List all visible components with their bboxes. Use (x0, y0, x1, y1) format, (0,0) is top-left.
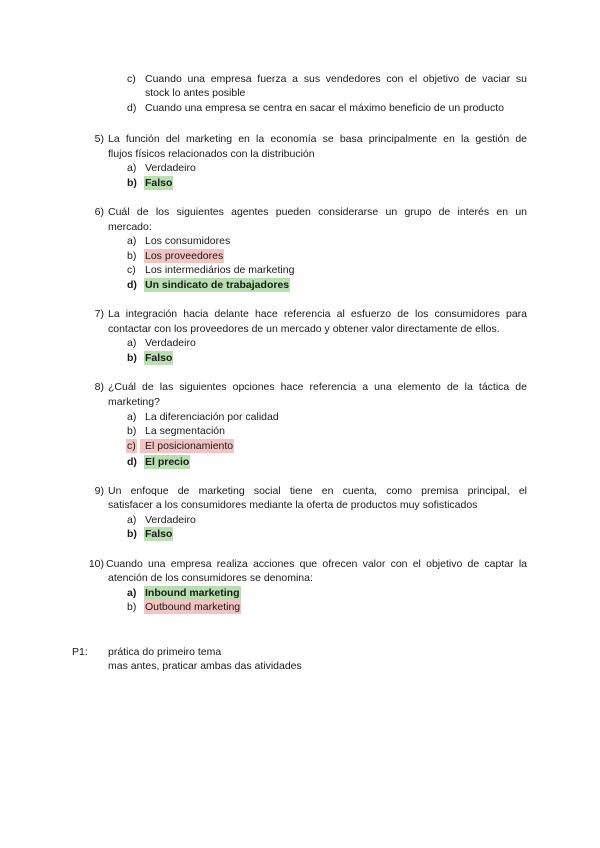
correct-answer: Falso (145, 528, 173, 540)
option-letter: a) (127, 514, 137, 526)
option-letter: a) (127, 411, 137, 423)
wrong-answer: Los proveedores (145, 250, 224, 262)
option-letter: d) (127, 456, 137, 468)
option-letter: b) (127, 601, 137, 613)
notes-label: P1: (72, 646, 88, 658)
option-letter: c) (127, 73, 136, 85)
option-text: Los intermediários de marketing (145, 264, 295, 276)
option-letter: b) (127, 352, 137, 364)
option-letter: b) (127, 250, 137, 262)
option-text: Verdadeiro (145, 162, 196, 174)
option-text: Verdadeiro (145, 337, 196, 349)
question-text: atención de los consumidores se denomina: (108, 572, 313, 584)
option-letter: c) (127, 440, 136, 452)
option-text: Los consumidores (145, 235, 231, 247)
option-letter: a) (127, 587, 137, 599)
option-letter: d) (127, 102, 137, 114)
option-letter: b) (127, 425, 137, 437)
correct-answer: Falso (145, 177, 173, 189)
option-letter: a) (127, 337, 137, 349)
option-letter: d) (127, 279, 137, 291)
option-text: stock lo antes posible (145, 87, 246, 99)
question-number: 5) (94, 133, 104, 145)
question-text: La integración hacia delante hace referencia al esfuerzo de los consumidores para (108, 308, 527, 320)
option-letter: a) (127, 235, 137, 247)
wrong-answer: El posicionamiento (140, 439, 234, 453)
notes-line: prática do primeiro tema (108, 646, 222, 658)
option-text: La segmentación (145, 425, 225, 437)
question-text: Un enfoque de marketing social tiene en cuenta, como premisa principal, el (108, 485, 527, 497)
question-number: 6) (94, 206, 104, 218)
question-text: Cuál de los siguientes agentes pueden considerarse un grupo de interés en un (108, 206, 527, 218)
correct-answer: El precio (145, 456, 190, 468)
option-letter: b) (127, 177, 137, 189)
wrong-answer: Outbound marketing (145, 601, 241, 613)
question-text: contactar con los proveedores de un mercado y obtener valor directamente de ellos. (108, 323, 500, 335)
question-text: ¿Cuál de las siguientes opciones hace referencia a una elemento de la táctica de (108, 381, 527, 393)
question-text: flujos físicos relacionados con la distribución (108, 148, 315, 160)
question-text: mercado: (108, 221, 152, 233)
option-text: La diferenciación por calidad (145, 411, 279, 423)
question-number: 7) (94, 308, 104, 320)
question-number: 9) (94, 485, 104, 497)
question-text: Cuando una empresa realiza acciones que ofrecen valor con el objetivo de captar la (106, 558, 527, 570)
question-text: marketing? (108, 396, 160, 408)
option-letter: c) (127, 264, 136, 276)
option-letter: a) (127, 162, 137, 174)
correct-answer: Un sindicato de trabajadores (145, 279, 290, 291)
option-text: Verdadeiro (145, 514, 196, 526)
correct-answer: Falso (145, 352, 173, 364)
correct-answer: Inbound marketing (145, 587, 240, 599)
question-number: 8) (94, 381, 104, 393)
option-text: Cuando una empresa se centra en sacar el máximo beneficio de un producto (145, 102, 504, 114)
notes-line: mas antes, praticar ambas das atividades (108, 660, 302, 672)
option-text: Cuando una empresa fuerza a sus vendedores con el objetivo de vaciar su (145, 73, 527, 85)
question-text: La función del marketing en la economía se basa principalmente en la gestión de (108, 133, 527, 145)
question-number: 10) (88, 558, 104, 570)
question-text: satisfacer a los consumidores mediante la oferta de productos muy sofisticados (108, 499, 478, 511)
option-letter: b) (127, 528, 137, 540)
